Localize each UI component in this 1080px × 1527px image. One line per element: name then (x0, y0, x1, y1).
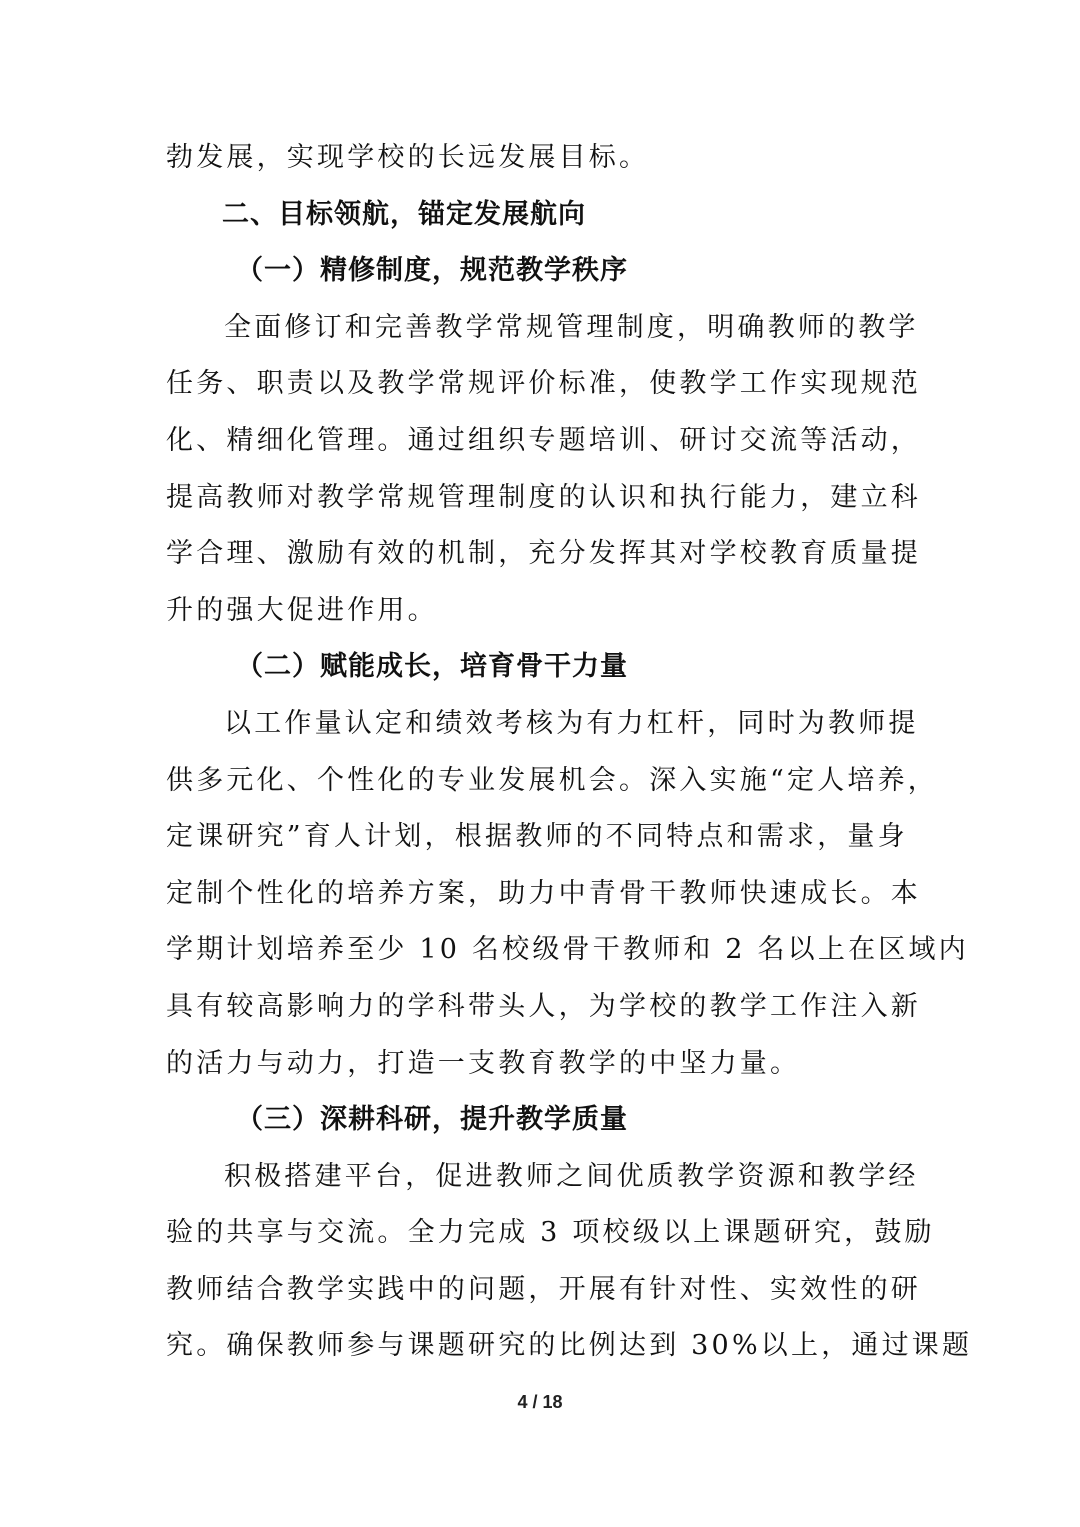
paragraph-line: 验的共享与交流。全力完成 3 项校级以上课题研究，鼓励 (166, 1217, 935, 1249)
paragraph-line: 究。确保教师参与课题研究的比例达到 30%以上，通过课题 (166, 1330, 973, 1362)
paragraph-line: 定制个性化的培养方案，助力中青骨干教师快速成长。本 (166, 877, 921, 909)
paragraph-line: 学合理、激励有效的机制，充分发挥其对学校教育质量提 (166, 538, 921, 570)
paragraph-line: 具有较高影响力的学科带头人，为学校的教学工作注入新 (166, 990, 921, 1022)
subsection-heading: （二）赋能成长，培育骨干力量 (236, 651, 628, 683)
paragraph-line: 升的强大促进作用。 (166, 594, 438, 626)
paragraph-line: 任务、职责以及教学常规评价标准，使教学工作实现规范 (166, 368, 921, 400)
subsection-heading: （三）深耕科研，提升教学质量 (236, 1104, 628, 1136)
paragraph-line: 教师结合教学实践中的问题，开展有针对性、实效性的研 (166, 1273, 921, 1305)
paragraph-line: 全面修订和完善教学常规管理制度，明确教师的教学 (224, 311, 919, 343)
paragraph-line: 勃发展，实现学校的长远发展目标。 (166, 142, 650, 173)
paragraph-line: 供多元化、个性化的专业发展机会。深入实施“定人培养， (166, 764, 939, 796)
section-heading: 二、目标领航，锚定发展航向 (222, 198, 586, 230)
subsection-heading: （一）精修制度，规范教学秩序 (236, 255, 628, 287)
paragraph-line: 的活力与动力，打造一支教育教学的中坚力量。 (166, 1047, 801, 1079)
document-body (166, 130, 973, 1375)
paragraph-line: 学期计划培养至少 10 名校级骨干教师和 2 名以上在区域内 (166, 934, 969, 966)
paragraph-line: 定课研究”育人计划，根据教师的不同特点和需求，量身 (166, 821, 908, 853)
paragraph-line: 积极搭建平台，促进教师之间优质教学资源和教学经 (224, 1160, 919, 1192)
page-number: 4 / 18 (517, 1392, 563, 1412)
paragraph-line: 化、精细化管理。通过组织专题培训、研讨交流等活动， (166, 424, 921, 456)
paragraph-line: 提高教师对教学常规管理制度的认识和执行能力，建立科 (166, 481, 921, 513)
paragraph-line: 以工作量认定和绩效考核为有力杠杆，同时为教师提 (224, 707, 919, 739)
